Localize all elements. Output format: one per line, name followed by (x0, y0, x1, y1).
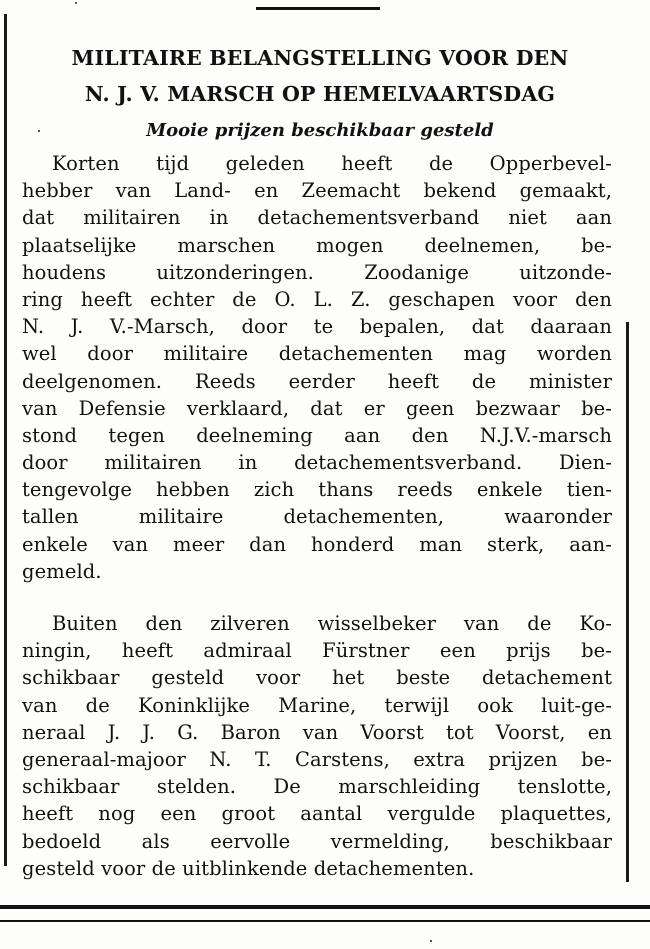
paragraph-line: tengevolge hebben zich thans reeds enkele tien- (22, 478, 612, 502)
paragraph-line: dat militairen in detachementsverband niet aan (22, 206, 612, 230)
paragraph-line: van Defensie verklaard, dat er geen bezwaar be- (22, 396, 612, 420)
paragraph-line: ningin, heeft admiraal Fürstner een prijs be- (22, 639, 612, 663)
paragraph-line: schikbaar gesteld voor het beste detachement (22, 666, 612, 690)
bottom-divider-thick (0, 905, 650, 909)
right-column-rule (626, 322, 629, 882)
bottom-divider-thin (0, 920, 650, 922)
article-paragraph-1 (22, 150, 612, 585)
paragraph-line: plaatselijke marschen mogen deelnemen, be- (22, 233, 612, 257)
paragraph-line: houdens uitzonderingen. Zoodanige uitzonde- (22, 260, 612, 284)
paragraph-line: Korten tijd geleden heeft de Opperbevel- (52, 152, 612, 175)
article-paragraph-2 (22, 610, 612, 882)
print-speck (430, 940, 432, 942)
paragraph-line: N. J. V.-Marsch, door te bepalen, dat daaraan (22, 315, 612, 339)
article-subheadline: Mooie prijzen beschikbaar gesteld (146, 120, 494, 141)
paragraph-line: gemeld. (22, 559, 102, 583)
paragraph-line: van de Koninklijke Marine, terwijl ook luit-ge- (22, 693, 612, 717)
paragraph-line: enkele van meer dan honderd man sterk, aan- (22, 532, 612, 556)
paragraph-line: heeft nog een groot aantal vergulde plaquettes, (22, 802, 612, 826)
print-speck (38, 130, 40, 132)
paragraph-line: schikbaar stelden. De marschleiding tenslotte, (22, 775, 612, 799)
paragraph-line: gesteld voor de uitblinkende detachementen. (22, 856, 475, 880)
paragraph-line: bedoeld als eervolle vermelding, beschikbaar (22, 829, 612, 853)
paragraph-line: hebber van Land- en Zeemacht bekend gemaakt, (22, 179, 612, 203)
paragraph-line: tallen militaire detachementen, waaronder (22, 505, 612, 529)
headline-line-2: N. J. V. MARSCH OP HEMELVAARTSDAG (84, 82, 556, 106)
paragraph-line: stond tegen deelneming aan den N.J.V.-marsch (22, 423, 612, 447)
paragraph-line: wel door militaire detachementen mag worden (22, 342, 612, 366)
headline-line-1: MILITAIRE BELANGSTELLING VOOR DEN (71, 46, 569, 70)
paragraph-line: neraal J. J. G. Baron van Voorst tot Voorst, en (22, 720, 612, 744)
paragraph-line: Buiten den zilveren wisselbeker van de Ko- (52, 612, 612, 635)
paragraph-line: generaal-majoor N. T. Carstens, extra prijzen be- (22, 747, 612, 771)
paragraph-line: ring heeft echter de O. L. Z. geschapen voor den (22, 287, 612, 311)
paragraph-line: deelgenomen. Reeds eerder heeft de minister (22, 369, 612, 393)
article-headline (20, 40, 620, 112)
paragraph-line: door militairen in detachementsverband. Dien- (22, 451, 612, 475)
top-divider (256, 7, 380, 10)
left-column-rule (4, 14, 7, 866)
print-speck (75, 2, 77, 4)
